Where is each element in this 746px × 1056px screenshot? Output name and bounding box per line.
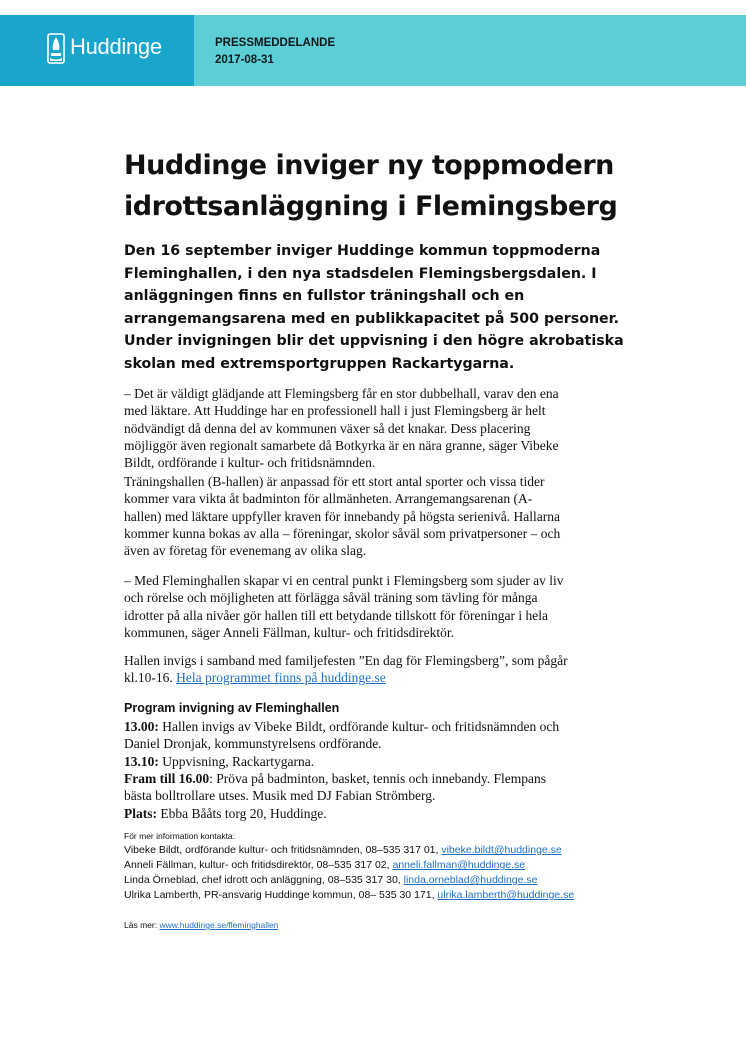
contact-line — [124, 843, 644, 858]
contact-email-link[interactable]: ulrika.lamberth@huddinge.se — [437, 889, 575, 901]
page-title — [124, 145, 644, 227]
read-more-link[interactable]: www.huddinge.se/fleminghallen — [159, 920, 279, 930]
program-text: : Pröva på badminton, basket, tennis och innebandy. Flempans — [209, 771, 547, 786]
read-more-label: Läs mer: — [124, 920, 160, 930]
lead-line: anläggningen finns en fullstor träningshall och en — [124, 288, 525, 304]
lead-paragraph — [124, 240, 634, 375]
program-text: Uppvisning, Rackartygarna. — [158, 754, 315, 769]
body-line: kommer kunna bokas av alla – föreningar, skolor såväl som privatpersoner – och — [124, 525, 561, 541]
contact-email-link[interactable]: vibeke.bildt@huddinge.se — [441, 844, 562, 856]
lead-line: Den 16 september inviger Huddinge kommun toppmoderna — [124, 243, 601, 259]
contact-text: Ulrika Lamberth, PR-ansvarig Huddinge kommun, 08– 535 30 171, — [124, 889, 438, 901]
contact-line — [124, 873, 644, 888]
huddinge-emblem-icon — [47, 33, 65, 64]
press-release-label: PRESSMEDDELANDE — [215, 37, 336, 49]
body-paragraph-4 — [124, 652, 624, 687]
program-text: bästa bolltrollare utses. Musik med DJ Fabian Strömberg. — [124, 788, 436, 804]
title-line-1: Huddinge inviger ny toppmodern — [124, 150, 614, 181]
body-line: Bildt, ordförande i kultur- och fritidsnämnden. — [124, 455, 376, 471]
title-line-2: idrottsanläggning i Flemingsberg — [124, 191, 618, 222]
body-line: möjliggör även regionalt samarbete då Botkyrka är en nära granne, säger Vibeke — [124, 437, 559, 453]
lead-line: arrangemangsarena med en publikkapacitet på 500 personer. — [124, 310, 620, 327]
body-line: kommer vara vikta åt badminton för allmänheten. Arrangemangsarenan (A- — [124, 491, 533, 507]
program-time: Fram till 16.00 — [124, 771, 210, 786]
header-banner — [0, 0, 746, 86]
program-link[interactable]: Hela programmet finns på huddinge.se — [176, 670, 386, 686]
contact-text: Anneli Fällman, kultur- och fritidsdirektör, 08–535 317 02, — [124, 859, 393, 871]
program-time: Plats: — [124, 806, 157, 821]
program-text: Ebba Bååts torg 20, Huddinge. — [157, 806, 327, 821]
press-release-date: 2017-08-31 — [215, 54, 274, 66]
quote-paragraph-1 — [124, 385, 624, 471]
quote-paragraph-3 — [124, 572, 624, 641]
read-more — [124, 920, 279, 930]
body-line: och rörelse och möjligheten att förlägga såväl träning som tävling för många — [124, 590, 538, 606]
program-text: Daniel Dronjak, kommunstyrelsens ordförande. — [124, 736, 382, 752]
program-time: 13.00: — [124, 719, 159, 734]
program-item-1 — [124, 718, 624, 753]
program-time: 13.10: — [124, 754, 159, 769]
body-line: – Med Fleminghallen skapar vi en central punkt i Flemingsberg som sjuder av liv — [124, 573, 564, 588]
body-line: kl.10-16. — [124, 670, 177, 686]
body-line: även av företag för evenemang av olika slag. — [124, 543, 367, 559]
contact-text: Linda Örneblad, chef idrott och anläggning, 08–535 317 30, — [124, 874, 404, 886]
body-line: nödvändigt då denna del av kommunen växer så det knakar. Dess placering — [124, 420, 531, 436]
header-bar — [194, 15, 746, 86]
lead-line: skolan med extremsportgruppen Rackartygarna. — [124, 355, 515, 372]
body-line: hallen) med läktare uppfyller kraven för innebandy på högsta serienivå. Hallarna — [124, 508, 560, 524]
body-line: med läktare. Att Huddinge har en professionell hall i just Flemingsberg är helt — [124, 403, 546, 419]
contact-line — [124, 858, 644, 873]
program-item-2 — [124, 753, 624, 770]
contact-intro: För mer information kontakta: — [124, 831, 236, 841]
contact-email-link[interactable]: anneli.fallman@huddinge.se — [392, 859, 526, 871]
body-line: kommunen, säger Anneli Fällman, kultur- och fritidsdirektör. — [124, 624, 455, 640]
body-line: idrotter på alla nivåer gör hallen till ett betydande tillskott för föreningar i hela — [124, 607, 548, 623]
contact-line — [124, 888, 644, 903]
program-text: Hallen invigs av Vibeke Bildt, ordförande kultur- och fritidsnämnden och — [158, 719, 560, 734]
body-paragraph-2 — [124, 473, 624, 559]
program-item-3 — [124, 770, 624, 805]
body-line: Hallen invigs i samband med familjefesten ”En dag för Flemingsberg”, som pågår — [124, 653, 568, 668]
program-title: Program invigning av Fleminghallen — [124, 701, 340, 715]
body-line: – Det är väldigt glädjande att Flemingsberg får en stor dubbelhall, varav den ena — [124, 386, 559, 401]
program-item-4 — [124, 805, 624, 822]
lead-line: Fleminghallen, i den nya stadsdelen Flemingsbergsdalen. I — [124, 265, 597, 282]
logo-text: Huddinge — [70, 34, 162, 59]
contact-email-link[interactable]: linda.orneblad@huddinge.se — [403, 874, 538, 886]
lead-line: Under invigningen blir det uppvisning i den högre akrobatiska — [124, 333, 624, 349]
contact-text: Vibeke Bildt, ordförande kultur- och fritidsnämnden, 08–535 317 01, — [124, 844, 442, 856]
body-line: Träningshallen (B-hallen) är anpassad för ett stort antal sporter och vissa tider — [124, 474, 545, 489]
